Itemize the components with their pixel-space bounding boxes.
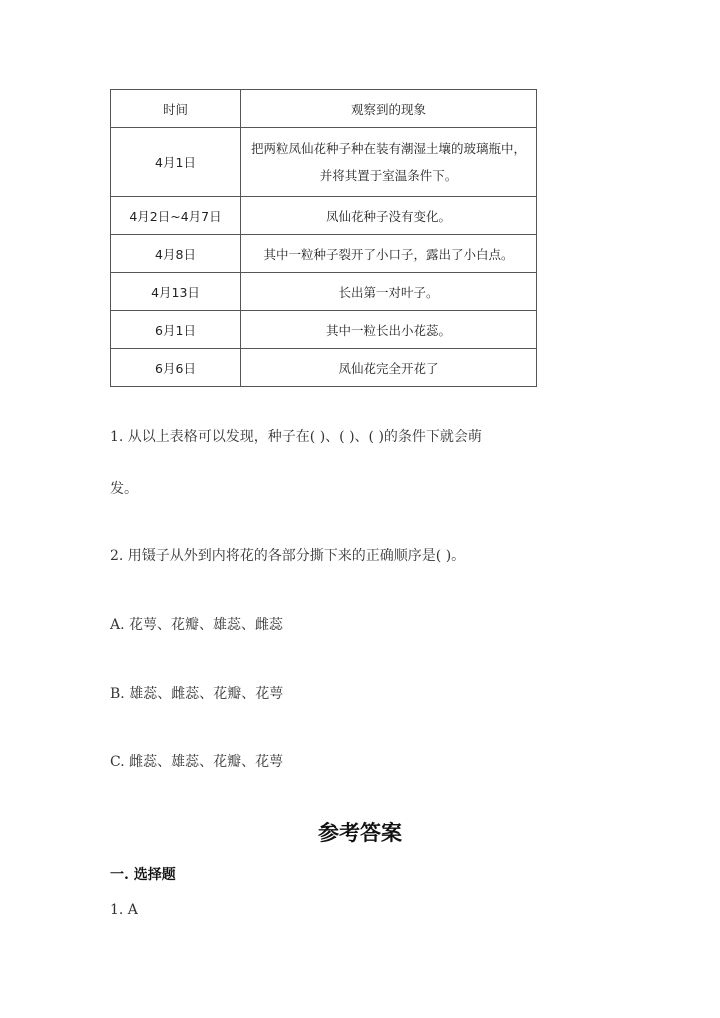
row-observation: 其中一粒种子裂开了小口子，露出了小白点。 bbox=[241, 235, 537, 273]
table-row bbox=[111, 128, 537, 197]
row-date: 4月1日 bbox=[111, 128, 241, 197]
row-date: 6月1日 bbox=[111, 311, 241, 349]
row-observation: 长出第一对叶子。 bbox=[241, 273, 537, 311]
option-c: C. 雌蕊、雄蕊、花瓣、花萼 bbox=[110, 754, 284, 770]
row-date: 6月6日 bbox=[111, 349, 241, 387]
answer-item-1: 1. A bbox=[110, 902, 138, 918]
table-row bbox=[111, 311, 537, 349]
table-row bbox=[111, 273, 537, 311]
answer-title: 参考答案 bbox=[318, 820, 402, 845]
observation-line: 把两粒凤仙花种子种在装有潮湿土壤的玻璃瓶中， bbox=[250, 141, 526, 156]
row-observation: 凤仙花种子没有变化。 bbox=[241, 197, 537, 235]
option-b: B. 雄蕊、雌蕊、花瓣、花萼 bbox=[110, 686, 284, 702]
question-2: 2. 用镊子从外到内将花的各部分撕下来的正确顺序是( )。 bbox=[110, 548, 466, 564]
observation-line: 并将其置于室温条件下。 bbox=[319, 168, 458, 183]
row-date: 4月8日 bbox=[111, 235, 241, 273]
row-observation: 凤仙花完全开花了 bbox=[241, 349, 537, 387]
header-phenomenon: 观察到的现象 bbox=[241, 90, 537, 128]
row-date: 4月2日~4月7日 bbox=[111, 197, 241, 235]
option-a: A. 花萼、花瓣、雄蕊、雌蕊 bbox=[110, 617, 284, 633]
table-header-row bbox=[111, 90, 537, 128]
table-row bbox=[111, 197, 537, 235]
row-date: 4月13日 bbox=[111, 273, 241, 311]
table-row bbox=[111, 235, 537, 273]
question-1-line-1: 1. 从以上表格可以发现，种子在( )、( )、( )的条件下就会萌 bbox=[110, 429, 482, 445]
table-row bbox=[111, 349, 537, 387]
row-observation: 其中一粒长出小花蕊。 bbox=[241, 311, 537, 349]
row-observation bbox=[241, 128, 537, 197]
header-time: 时间 bbox=[111, 90, 241, 128]
section-heading: 一. 选择题 bbox=[110, 867, 176, 883]
observation-table bbox=[110, 89, 537, 387]
question-1-line-2: 发。 bbox=[110, 481, 138, 497]
